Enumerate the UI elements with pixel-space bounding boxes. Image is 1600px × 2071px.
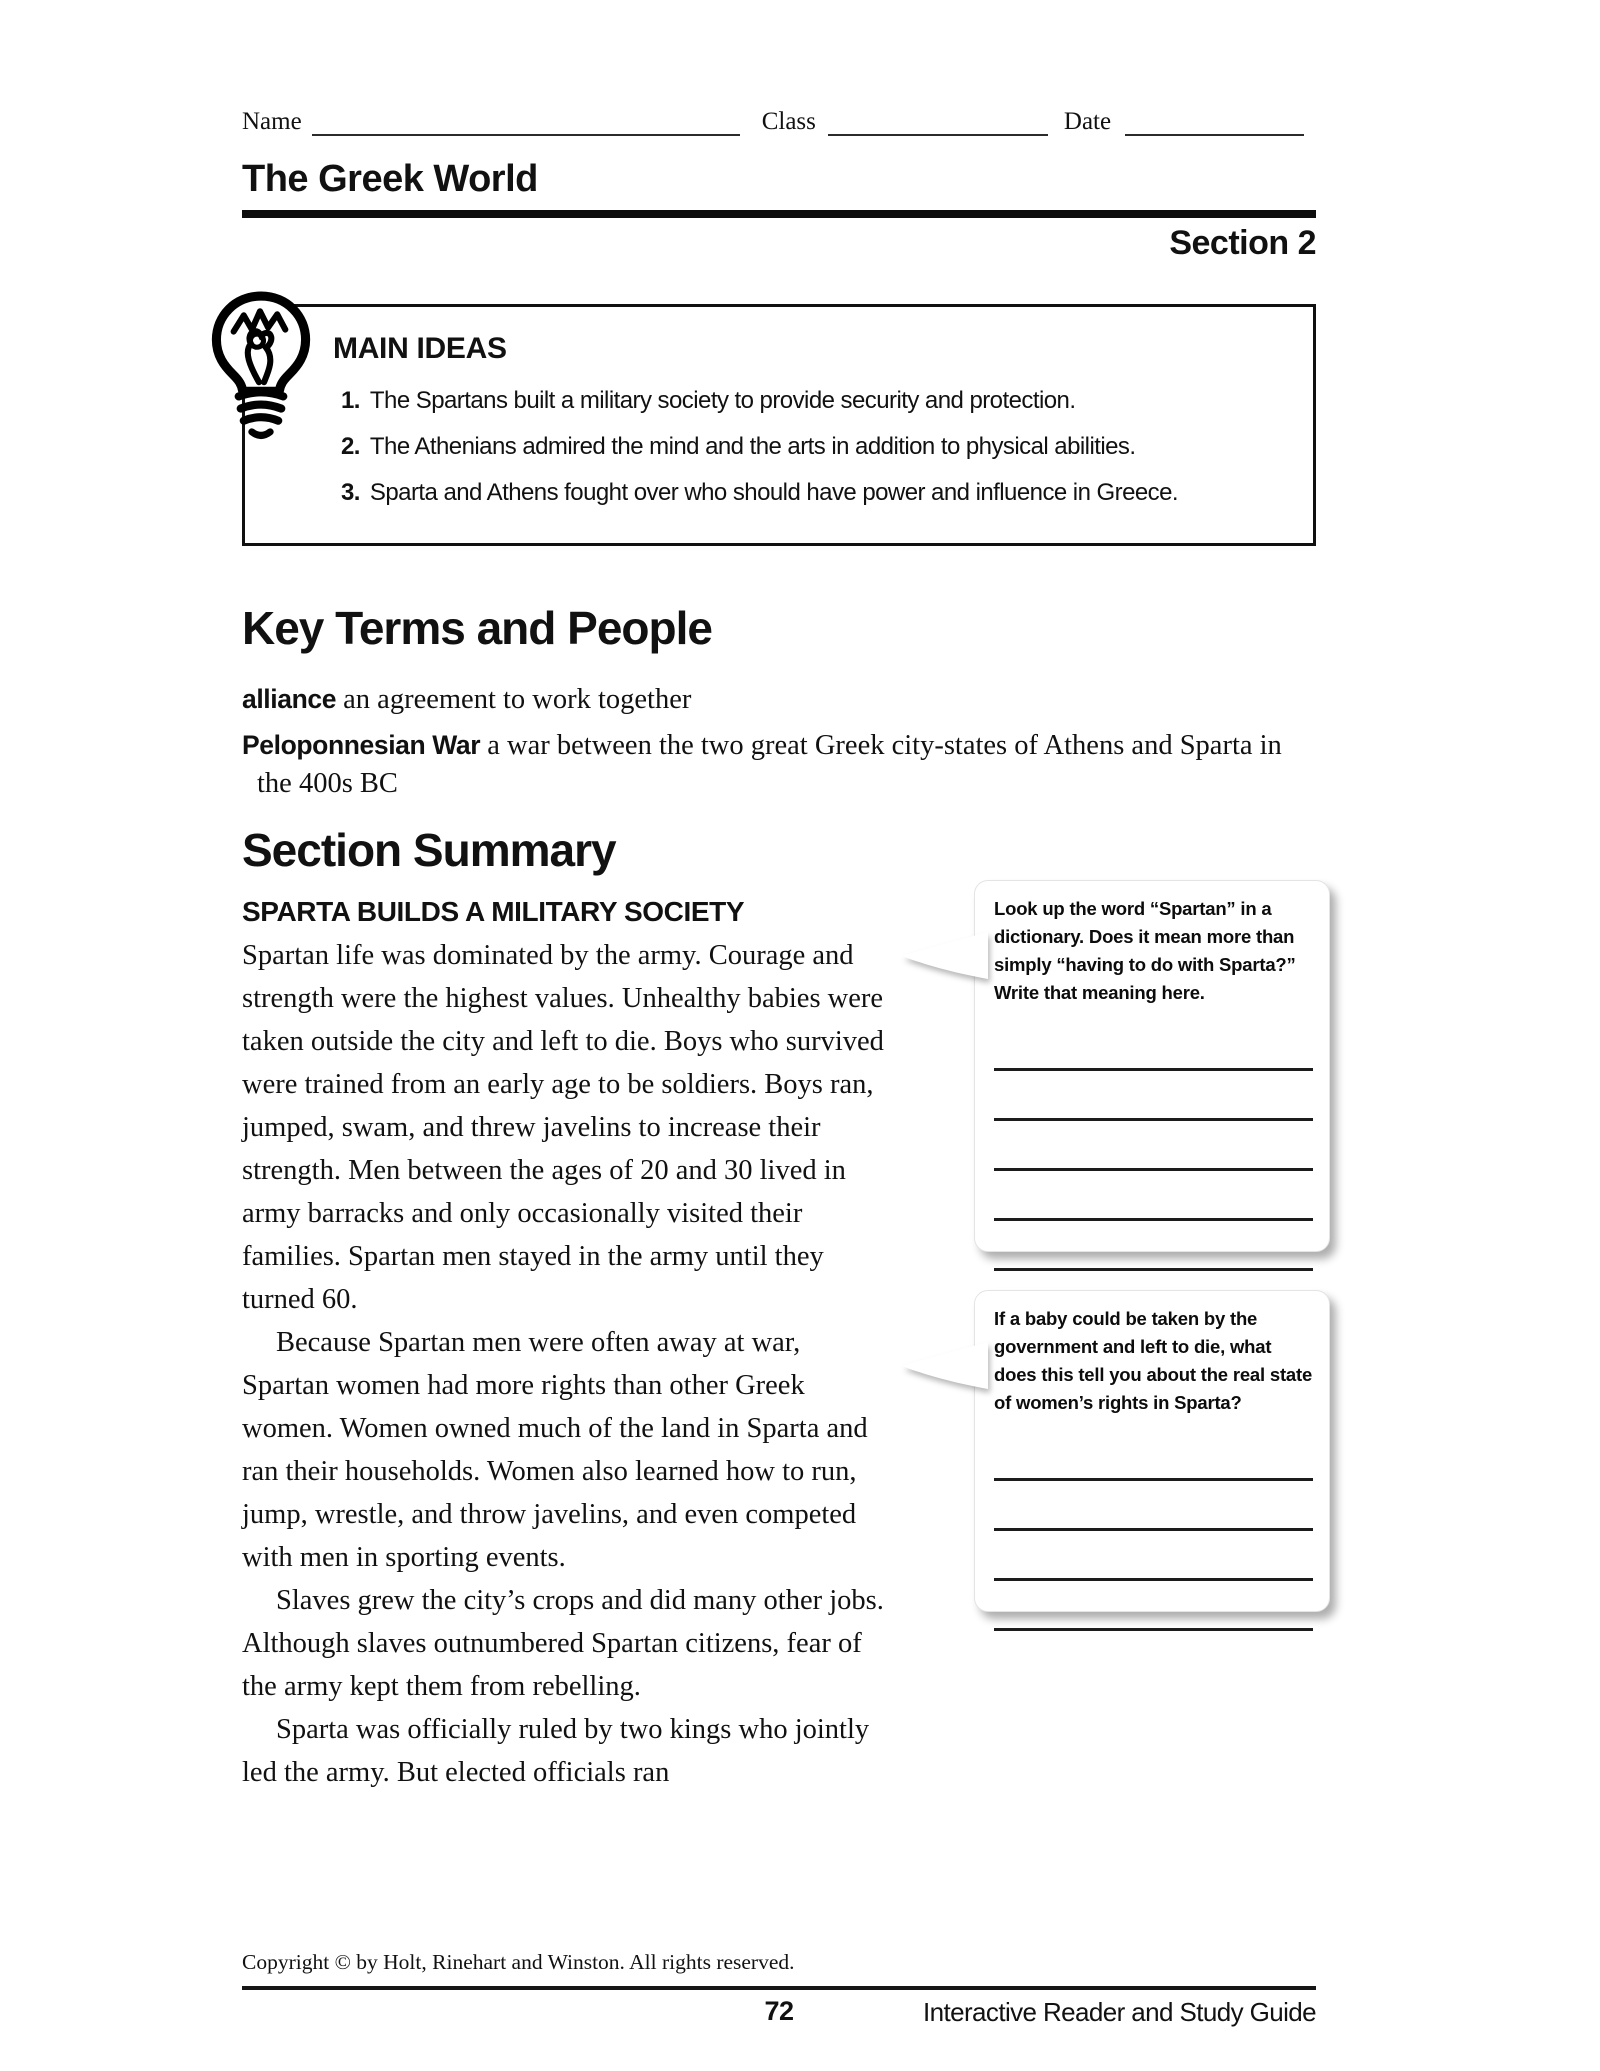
main-idea-item [341, 429, 1305, 464]
key-term-entry [242, 726, 1318, 803]
class-label: Class [761, 108, 816, 135]
item-number: 2. [341, 433, 360, 460]
answer-line[interactable] [994, 1021, 1313, 1071]
item-number: 1. [341, 387, 360, 414]
speech-bubble-tail [899, 1339, 989, 1393]
key-term-entry [242, 680, 1318, 719]
name-blank-line[interactable] [312, 108, 740, 136]
summary-paragraph: Spartan life was dominated by the army. Courage and strength were the highest values. Unhealthy babies were taken outside the city and left to die. Boys who survived were trained from an early age to be soldiers. Boys ran, jumped, swam, and threw javelins to increase their strength. Men between the ages of 20 and 30 lived in army barracks and only occasionally visited their families. Spartan men stayed in the army until they turned 60. [242, 940, 884, 1315]
copyright-notice: Copyright © by Holt, Rinehart and Winston. All rights reserved. [242, 1950, 795, 1974]
answer-line[interactable] [994, 1481, 1313, 1531]
summary-body [242, 934, 884, 1794]
title-rule [242, 210, 1316, 218]
section-summary-heading: Section Summary [242, 824, 616, 876]
callout-prompt: Look up the word “Spartan” in a dictionary. Does it mean more than simply “having to do with Sparta?” Write that meaning here. [994, 898, 1296, 1003]
term-name: Peloponnesian War [242, 730, 481, 760]
class-blank-line[interactable] [828, 108, 1048, 136]
key-terms-list [242, 680, 1318, 810]
margin-callout-baby [974, 1290, 1330, 1612]
callout-prompt: If a baby could be taken by the government and left to die, what does this tell you about the real state of women’s rights in Sparta? [994, 1308, 1313, 1413]
item-number: 3. [341, 479, 360, 506]
date-blank-line[interactable] [1125, 108, 1304, 136]
answer-line[interactable] [994, 1171, 1313, 1221]
answer-line[interactable] [994, 1581, 1313, 1631]
speech-bubble-tail [899, 929, 989, 983]
page-title: The Greek World [242, 158, 538, 200]
summary-paragraph: Slaves grew the city’s crops and did many other jobs. Although slaves outnumbered Spartan citizens, fear of the army kept them from rebelling. [242, 1585, 884, 1702]
summary-subheading: SPARTA BUILDS A MILITARY SOCIETY [242, 896, 745, 927]
date-label: Date [1063, 108, 1112, 135]
summary-paragraph: Because Spartan men were often away at war, Spartan women had more rights than other Greek women. Women owned much of the land in Sparta and ran their households. Women also learned how to run, jump, wrestle, and throw javelins, and even competed with men in sporting events. [242, 1327, 868, 1573]
summary-paragraph: Sparta was officially ruled by two kings who jointly led the army. But elected officials ran [242, 1714, 870, 1788]
main-idea-item [341, 475, 1305, 510]
main-ideas-list [245, 383, 1313, 510]
answer-line[interactable] [994, 1221, 1313, 1271]
name-label: Name [242, 108, 302, 135]
item-text: Sparta and Athens fought over who should have power and influence in Greece. [369, 479, 1179, 506]
term-definition: an agreement to work together [343, 684, 692, 715]
answer-line[interactable] [994, 1071, 1313, 1121]
page-number: 72 [764, 1996, 794, 2026]
answer-line[interactable] [994, 1121, 1313, 1171]
item-text: The Spartans built a military society to provide security and protection. [369, 387, 1076, 414]
term-definition: a war between the two great Greek city-states of Athens and Sparta in the 400s BC [257, 730, 1282, 799]
main-ideas-heading: MAIN IDEAS [333, 332, 507, 365]
margin-callout-spartan [974, 880, 1330, 1252]
footer-rule [242, 1986, 1316, 1990]
main-idea-item [341, 383, 1305, 418]
term-name: alliance [242, 684, 337, 714]
section-label: Section 2 [1169, 224, 1316, 262]
answer-lines [994, 1021, 1317, 1271]
lightbulb-icon [204, 289, 318, 441]
book-title: Interactive Reader and Study Guide [923, 1997, 1316, 2027]
answer-line[interactable] [994, 1531, 1313, 1581]
key-terms-heading: Key Terms and People [242, 602, 712, 654]
item-text: The Athenians admired the mind and the arts in addition to physical abilities. [369, 433, 1136, 460]
header-fillin-row [242, 104, 1316, 136]
answer-lines [994, 1431, 1317, 1631]
answer-line[interactable] [994, 1431, 1313, 1481]
main-ideas-box [242, 304, 1316, 546]
